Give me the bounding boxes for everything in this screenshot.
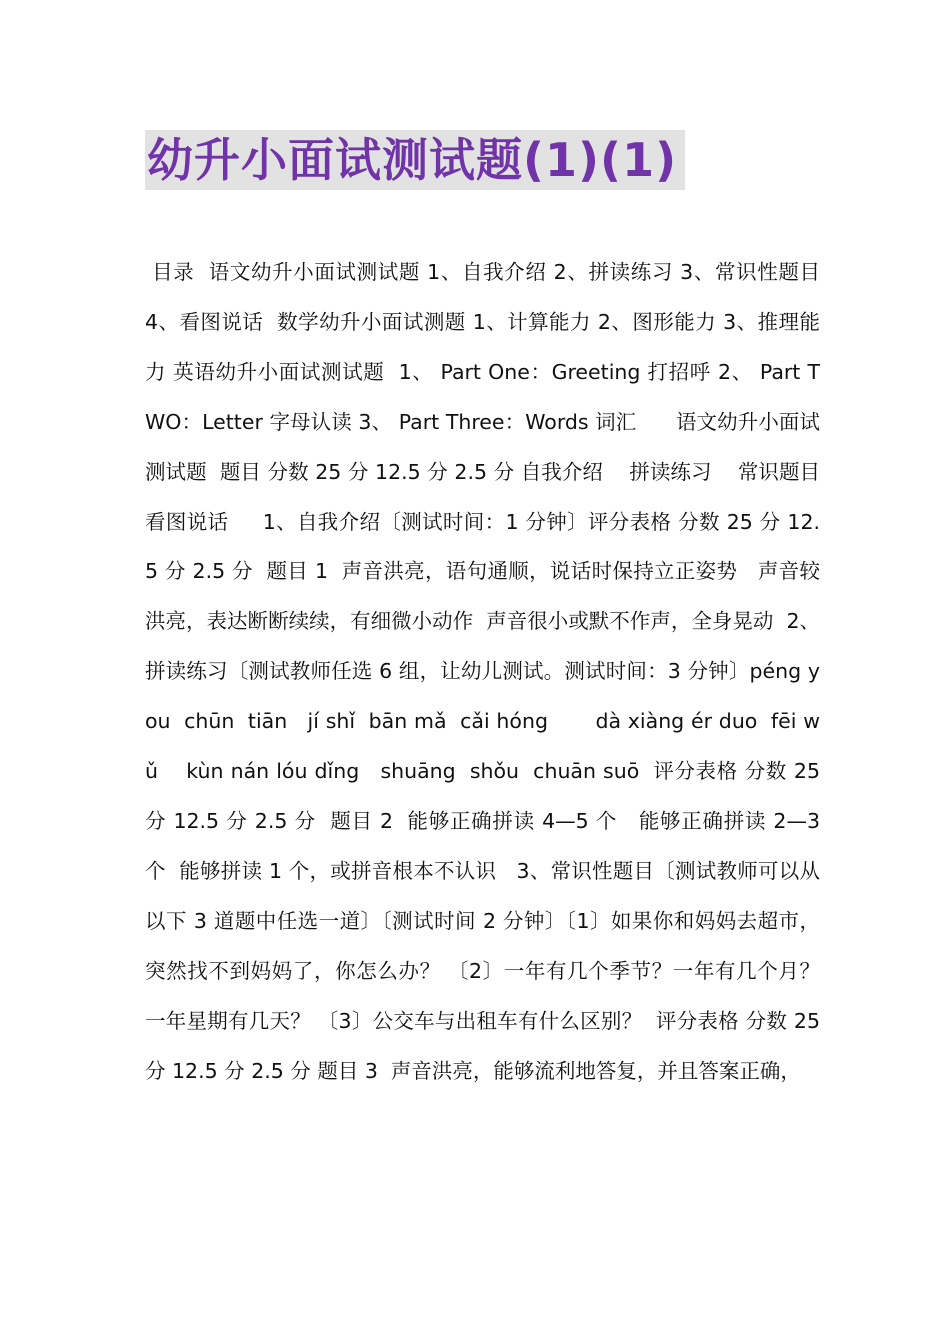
title-highlight	[145, 130, 685, 190]
document-body: 目录 语文幼升小面试测试题 1、自我介绍 2、拼读练习 3、常识性题目 4、看图说话 数学幼升小面试测题 1、计算能力 2、图形能力 3、推理能力 英语幼升小面试测试题 1、 Part One：Greeting 打招呼 2、 Part TWO：Letter 字母认读 3、 Part Three：Words 词汇 语文幼升小面试测试题 题目 分数 25 分 12.5 分 2.5 分 自我介绍 拼读练习 常识题目 看图说话 1、自我介绍〔测试时间：1 分钟〕评分表格 分数 25 分 12.5 分 2.5 分 题目 1 声音洪亮，语句通顺，说话时保持立正姿势 声音较洪亮，表达断断续续，有细微小动作 声音很小或默不作声，全身晃动 2、拼读练习〔测试教师任选 6 组，让幼儿测试。测试时间：3 分钟〕péng you chūn tiān jí shǐ bān mǎ cǎi hóng dà xiàng ér duo fēi wǔ kùn nán lóu dǐng shuāng shǒu chuān suō 评分表格 分数 25 分 12.5 分 2.5 分 题目 2 能够正确拼读 4—5 个 能够正确拼读 2—3 个 能够拼读 1 个，或拼音根本不认识 3、常识性题目〔测试教师可以从以下 3 道题中任选一道〕〔测试时间 2 分钟〕〔1〕如果你和妈妈去超市，突然找不到妈妈了，你怎么办？ 〔2〕一年有几个季节？一年有几个月？一年星期有几天？ 〔3〕公交车与出租车有什么区别？ 评分表格 分数 25 分 12.5 分 2.5 分 题目 3 声音洪亮，能够流利地答复，并且答案正确，	[145, 260, 847, 1083]
document-title: 幼升小面试测试题(1)(1)	[147, 133, 678, 187]
